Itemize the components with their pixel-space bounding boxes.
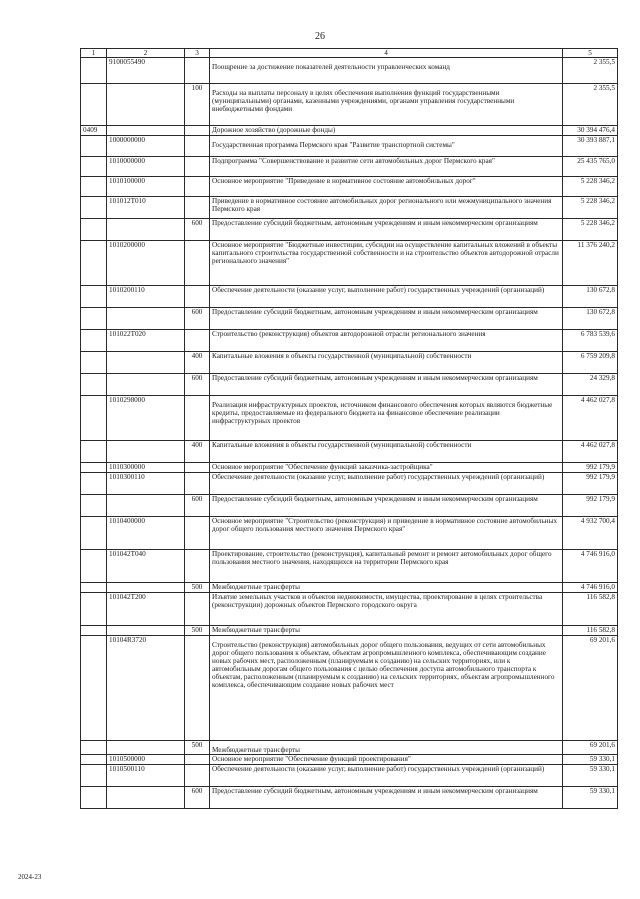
amount-cell: 59 330,1 xyxy=(563,765,618,787)
expense-type-cell xyxy=(185,58,210,84)
column-header: 4 xyxy=(210,49,563,58)
target-article-cell xyxy=(107,441,185,463)
amount-cell: 130 672,8 xyxy=(563,286,618,308)
table-row xyxy=(81,473,618,495)
amount-cell: 992 179,9 xyxy=(563,463,618,473)
expense-type-cell xyxy=(185,765,210,787)
expense-type-cell xyxy=(185,241,210,286)
section-code-cell xyxy=(81,286,107,308)
target-article-cell xyxy=(107,308,185,330)
section-code-cell xyxy=(81,583,107,593)
section-code-cell xyxy=(81,463,107,473)
table-row xyxy=(81,308,618,330)
target-article-cell: 1010200110 xyxy=(107,286,185,308)
expense-type-cell: 600 xyxy=(185,219,210,241)
item-name-cell: Межбюджетные трансферты xyxy=(210,741,563,755)
target-article-cell xyxy=(107,219,185,241)
item-name-cell: Дорожное хозяйство (дорожные фонды) xyxy=(210,126,563,136)
item-name-cell: Основное мероприятие "Приведение в нормативное состояние автомобильных дорог" xyxy=(210,177,563,197)
table-row xyxy=(81,517,618,550)
amount-cell: 5 228 346,2 xyxy=(563,197,618,219)
section-code-cell xyxy=(81,550,107,583)
section-code-cell xyxy=(81,765,107,787)
column-header: 5 xyxy=(563,49,618,58)
target-article-cell xyxy=(107,583,185,593)
table-row xyxy=(81,593,618,626)
target-article-cell: 1010300110 xyxy=(107,473,185,495)
amount-cell: 5 228 346,2 xyxy=(563,177,618,197)
amount-cell: 11 376 240,2 xyxy=(563,241,618,286)
section-code-cell xyxy=(81,84,107,126)
expense-type-cell xyxy=(185,286,210,308)
item-name-cell: Основное мероприятие "Обеспечение функций заказчика-застройщика" xyxy=(210,463,563,473)
item-name-cell: Предоставление субсидий бюджетным, автономным учреждениям и иным некоммерческим организациям xyxy=(210,308,563,330)
table-row xyxy=(81,583,618,593)
table-row xyxy=(81,286,618,308)
section-code-cell xyxy=(81,58,107,84)
item-name-cell: Капитальные вложения в объекты государственной (муниципальной) собственности xyxy=(210,352,563,374)
amount-cell: 4 462 027,8 xyxy=(563,441,618,463)
amount-cell: 992 179,9 xyxy=(563,473,618,495)
item-name-cell: Обеспечение деятельности (оказание услуг, выполнение работ) государственных учреждений (организаций) xyxy=(210,473,563,495)
section-code-cell xyxy=(81,352,107,374)
section-code-cell xyxy=(81,136,107,157)
table-row xyxy=(81,787,618,809)
item-name-cell: Предоставление субсидий бюджетным, автономным учреждениям и иным некоммерческим организациям xyxy=(210,495,563,517)
table-body xyxy=(81,58,618,809)
section-code-cell xyxy=(81,636,107,741)
section-code-cell xyxy=(81,374,107,396)
amount-cell: 4 932 700,4 xyxy=(563,517,618,550)
expense-type-cell: 400 xyxy=(185,441,210,463)
expense-type-cell xyxy=(185,330,210,352)
amount-cell: 59 330,1 xyxy=(563,787,618,809)
amount-cell: 30 393 887,1 xyxy=(563,136,618,157)
amount-cell: 992 179,9 xyxy=(563,495,618,517)
target-article-cell: 101042Т040 xyxy=(107,550,185,583)
item-name-cell: Основное мероприятие "Строительство (реконструкция) и приведение в нормативное состояние автомобильных дорог общего пользования местного значения Пермского края" xyxy=(210,517,563,550)
table-row xyxy=(81,58,618,84)
item-name-cell: Предоставление субсидий бюджетным, автономным учреждениям и иным некоммерческим организациям xyxy=(210,374,563,396)
table-row xyxy=(81,126,618,136)
item-name-cell: Реализация инфраструктурных проектов, источником финансового обеспечения которых являются бюджетные кредиты, предоставляемые из федерального бюджета на финансовое обеспечение реализации инфраструктурных проектов xyxy=(210,396,563,441)
item-name-cell: Основное мероприятие "Бюджетные инвестиции, субсидии на осуществление капитальных вложений в объекты капитального строительства государственной собственности и на строительство объектов автодорожной отрасли регионального значения" xyxy=(210,241,563,286)
expense-type-cell xyxy=(185,550,210,583)
item-name-cell: Капитальные вложения в объекты государственной (муниципальной) собственности xyxy=(210,441,563,463)
expense-type-cell xyxy=(185,636,210,741)
amount-cell: 24 329,8 xyxy=(563,374,618,396)
expense-type-cell: 500 xyxy=(185,583,210,593)
table-row xyxy=(81,495,618,517)
target-article-cell xyxy=(107,741,185,755)
target-article-cell: 1010000000 xyxy=(107,157,185,177)
item-name-cell: Изъятие земельных участков и объектов недвижимости, имущества, проектирование в целях строительства (реконструкции) дорожных объектов Пермского городского округа xyxy=(210,593,563,626)
section-code-cell xyxy=(81,441,107,463)
expense-type-cell xyxy=(185,463,210,473)
expense-type-cell: 600 xyxy=(185,495,210,517)
item-name-cell: Обеспечение деятельности (оказание услуг, выполнение работ) государственных учреждений (организаций) xyxy=(210,286,563,308)
table-row xyxy=(81,330,618,352)
amount-cell: 116 582,8 xyxy=(563,626,618,636)
table-row xyxy=(81,636,618,741)
expense-type-cell: 600 xyxy=(185,374,210,396)
section-code-cell: 0409 xyxy=(81,126,107,136)
table-row xyxy=(81,463,618,473)
item-name-cell: Подпрограмма "Совершенствование и развитие сети автомобильных дорог Пермского края" xyxy=(210,157,563,177)
expense-type-cell: 100 xyxy=(185,84,210,126)
target-article-cell xyxy=(107,787,185,809)
budget-table xyxy=(80,48,618,809)
table-row xyxy=(81,755,618,765)
target-article-cell: 1010100000 xyxy=(107,177,185,197)
target-article-cell xyxy=(107,495,185,517)
document-code: 2024-23 xyxy=(18,873,42,881)
section-code-cell xyxy=(81,330,107,352)
section-code-cell xyxy=(81,177,107,197)
target-article-cell: 101022Т020 xyxy=(107,330,185,352)
expense-type-cell xyxy=(185,177,210,197)
expense-type-cell xyxy=(185,593,210,626)
amount-cell: 116 582,8 xyxy=(563,593,618,626)
amount-cell: 4 746 916,0 xyxy=(563,583,618,593)
item-name-cell: Проектирование, строительство (реконструкция), капитальный ремонт и ремонт автомобильных дорог общего пользования местного значения, находящихся на территории Пермского края xyxy=(210,550,563,583)
section-code-cell xyxy=(81,308,107,330)
table-header-row xyxy=(81,49,618,58)
expense-type-cell xyxy=(185,473,210,495)
target-article-cell: 1010300000 xyxy=(107,463,185,473)
target-article-cell: 9100055490 xyxy=(107,58,185,84)
amount-cell: 6 783 539,6 xyxy=(563,330,618,352)
expense-type-cell: 600 xyxy=(185,308,210,330)
target-article-cell: 101042Т200 xyxy=(107,593,185,626)
target-article-cell: 101012Т010 xyxy=(107,197,185,219)
expense-type-cell xyxy=(185,396,210,441)
table-row xyxy=(81,136,618,157)
section-code-cell xyxy=(81,473,107,495)
target-article-cell: 1010500110 xyxy=(107,765,185,787)
table-row xyxy=(81,157,618,177)
column-header: 1 xyxy=(81,49,107,58)
table-row xyxy=(81,626,618,636)
item-name-cell: Поощрение за достижение показателей деятельности управленческих команд xyxy=(210,58,563,84)
target-article-cell xyxy=(107,84,185,126)
table-row xyxy=(81,765,618,787)
amount-cell: 4 746 916,0 xyxy=(563,550,618,583)
item-name-cell: Строительство (реконструкция) автомобильных дорог общего пользования, ведущих от сети автомобильных дорог общего пользования к объектам, объектам агропромышленного комплекса, обеспечивающим создание новых рабочих мест, расположенным (планируемым к созданию) на сельских территориях, или к автомобильным дорогам общего пользования с целью обеспечения доступа автомобильного транспорта к объектам, расположенным (планируемым к созданию) на сельских территориях, объектам агропромышленного комплекса, обеспечивающим создание новых рабочих мест xyxy=(210,636,563,741)
item-name-cell: Расходы на выплаты персоналу в целях обеспечения выполнения функций государственными (муниципальными) органами, казенными учреждениями, органами управления государственными внебюджетными фондами xyxy=(210,84,563,126)
amount-cell: 5 228 346,2 xyxy=(563,219,618,241)
expense-type-cell xyxy=(185,755,210,765)
table-row xyxy=(81,241,618,286)
section-code-cell xyxy=(81,157,107,177)
expense-type-cell: 600 xyxy=(185,787,210,809)
section-code-cell xyxy=(81,626,107,636)
expense-type-cell: 400 xyxy=(185,352,210,374)
target-article-cell: 1000000000 xyxy=(107,136,185,157)
section-code-cell xyxy=(81,787,107,809)
item-name-cell: Межбюджетные трансферты xyxy=(210,626,563,636)
expense-type-cell: 500 xyxy=(185,626,210,636)
item-name-cell: Обеспечение деятельности (оказание услуг, выполнение работ) государственных учреждений (организаций) xyxy=(210,765,563,787)
section-code-cell xyxy=(81,219,107,241)
target-article-cell: 1010400000 xyxy=(107,517,185,550)
table-row xyxy=(81,374,618,396)
table-row xyxy=(81,441,618,463)
item-name-cell: Приведение в нормативное состояние автомобильных дорог регионального или межмуниципального значения Пермского края xyxy=(210,197,563,219)
target-article-cell: 10104R3720 xyxy=(107,636,185,741)
amount-cell: 6 759 209,8 xyxy=(563,352,618,374)
amount-cell: 4 462 027,8 xyxy=(563,396,618,441)
table-row xyxy=(81,352,618,374)
expense-type-cell xyxy=(185,136,210,157)
column-header: 2 xyxy=(107,49,185,58)
table-row xyxy=(81,197,618,219)
section-code-cell xyxy=(81,241,107,286)
section-code-cell xyxy=(81,755,107,765)
section-code-cell xyxy=(81,741,107,755)
item-name-cell: Предоставление субсидий бюджетным, автономным учреждениям и иным некоммерческим организациям xyxy=(210,787,563,809)
expense-type-cell xyxy=(185,517,210,550)
section-code-cell xyxy=(81,593,107,626)
amount-cell: 130 672,8 xyxy=(563,308,618,330)
target-article-cell: 1010298000 xyxy=(107,396,185,441)
expense-type-cell: 500 xyxy=(185,741,210,755)
item-name-cell: Государственная программа Пермского края "Развитие транспортной системы" xyxy=(210,136,563,157)
table-row xyxy=(81,219,618,241)
target-article-cell xyxy=(107,374,185,396)
table-row xyxy=(81,741,618,755)
section-code-cell xyxy=(81,517,107,550)
amount-cell: 25 435 765,0 xyxy=(563,157,618,177)
column-header: 3 xyxy=(185,49,210,58)
amount-cell: 2 355,5 xyxy=(563,84,618,126)
section-code-cell xyxy=(81,495,107,517)
item-name-cell: Строительство (реконструкция) объектов автодорожной отрасли регионального значения xyxy=(210,330,563,352)
target-article-cell xyxy=(107,352,185,374)
amount-cell: 2 355,5 xyxy=(563,58,618,84)
target-article-cell xyxy=(107,126,185,136)
expense-type-cell xyxy=(185,197,210,219)
table-row xyxy=(81,177,618,197)
section-code-cell xyxy=(81,197,107,219)
table-row xyxy=(81,550,618,583)
table-row xyxy=(81,396,618,441)
amount-cell: 69 201,6 xyxy=(563,741,618,755)
amount-cell: 69 201,6 xyxy=(563,636,618,741)
amount-cell: 30 394 476,4 xyxy=(563,126,618,136)
item-name-cell: Предоставление субсидий бюджетным, автономным учреждениям и иным некоммерческим организациям xyxy=(210,219,563,241)
target-article-cell: 1010200000 xyxy=(107,241,185,286)
table-row xyxy=(81,84,618,126)
target-article-cell xyxy=(107,626,185,636)
section-code-cell xyxy=(81,396,107,441)
target-article-cell: 1010500000 xyxy=(107,755,185,765)
expense-type-cell xyxy=(185,126,210,136)
page-number: 26 xyxy=(315,31,325,42)
item-name-cell: Основное мероприятие "Обеспечение функций проектирования" xyxy=(210,755,563,765)
amount-cell: 59 330,1 xyxy=(563,755,618,765)
expense-type-cell xyxy=(185,157,210,177)
item-name-cell: Межбюджетные трансферты xyxy=(210,583,563,593)
